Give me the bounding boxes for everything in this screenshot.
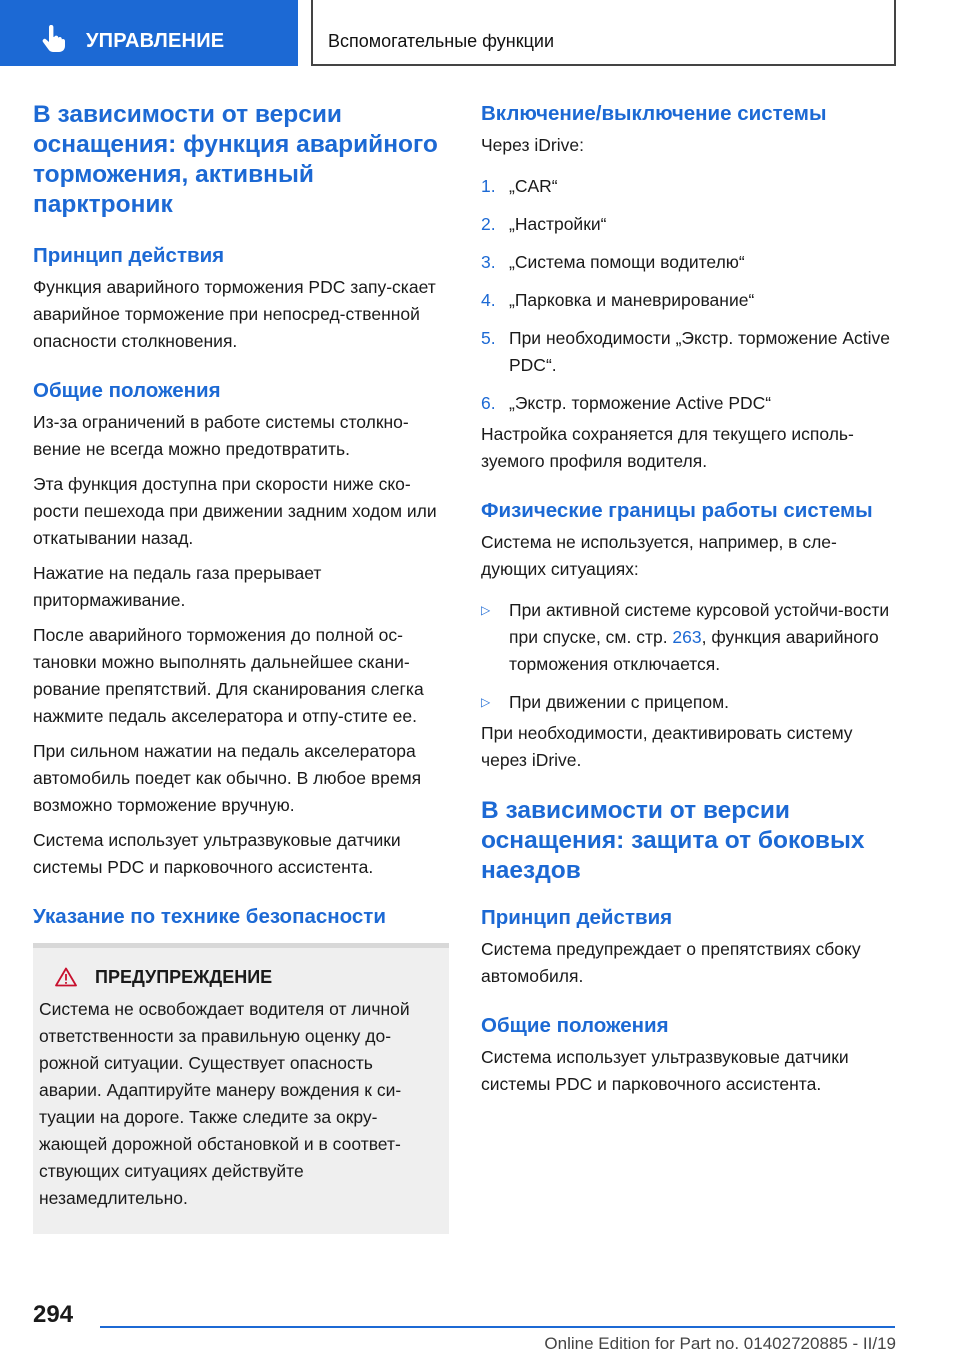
footer-rule <box>100 1326 895 1328</box>
warning-title: ПРЕДУПРЕЖДЕНИЕ <box>95 967 273 987</box>
triangle-bullet-icon: ▷ <box>481 603 491 617</box>
step-number: 5. <box>481 328 496 348</box>
step-item <box>481 287 901 314</box>
subsection-title: Вспомогательные функции <box>328 31 555 51</box>
warning-triangle-icon <box>55 967 77 987</box>
principle-text: Система предупреждает о препятствиях сбоку автомобиля. <box>481 939 861 986</box>
step-number: 3. <box>481 252 496 272</box>
page-reference-link[interactable]: 263 <box>672 627 702 647</box>
step-text: При необходимости „Экстр. торможение Active PDC“. <box>509 328 891 375</box>
step-number: 6. <box>481 393 496 413</box>
step-number: 4. <box>481 290 496 310</box>
step-item <box>481 211 901 238</box>
principle-heading: Принцип действия <box>33 244 225 267</box>
triangle-bullet-icon: ▷ <box>481 695 491 709</box>
general-heading: Общие положения <box>33 379 221 402</box>
step-item <box>481 173 901 200</box>
limits-note: При необходимости, деактивировать систему через iDrive. <box>481 723 853 770</box>
warning-box <box>33 948 449 1234</box>
edition-info: Online Edition for Part no. 01402720885 - II/19 <box>544 1334 896 1353</box>
limit-bullet <box>481 689 901 716</box>
limits-heading: Физические границы работы системы <box>481 499 873 522</box>
right-column <box>481 100 901 1106</box>
step-item <box>481 390 901 417</box>
limit-bullet-text: При активной системе курсовой устойчи-вости при спуске, см. стр. 263, функция аварийного торможения отключается. <box>509 600 890 674</box>
subsection-header <box>311 0 896 66</box>
article-title-side-protection: В зависимости от версии оснащения: защита от боковых наездов <box>481 797 865 884</box>
general-text: Система использует ультразвуковые датчики системы PDC и парковочного ассистента. <box>481 1047 849 1094</box>
general-paragraph: Из-за ограничений в работе системы столкно-вение не всегда можно предотвратить. <box>33 412 409 459</box>
principle-heading: Принцип действия <box>481 906 673 929</box>
article-title-emergency-braking: В зависимости от версии оснащения: функция аварийного торможения, активный парктроник <box>33 101 438 218</box>
pointing-hand-icon <box>40 25 66 53</box>
step-text: „CAR“ <box>509 176 558 196</box>
general-paragraph: Эта функция доступна при скорости ниже ско-рости пешехода при движении задним ходом или откатывании назад. <box>33 474 437 548</box>
step-text: „Система помощи водителю“ <box>509 252 745 272</box>
general-paragraph: После аварийного торможения до полной ос-тановки можно выполнять дальнейшее скани-рование препятствий. Для сканирования слегка нажмите педаль акселератора и отпу-стите ее. <box>33 625 424 726</box>
left-column <box>33 100 449 1234</box>
step-item <box>481 325 901 379</box>
step-number: 2. <box>481 214 496 234</box>
onoff-note: Настройка сохраняется для текущего исполь-зуемого профиля водителя. <box>481 424 854 471</box>
general-paragraph: При сильном нажатии на педаль акселератора автомобиль поедет как обычно. В любое время возможно торможение вручную. <box>33 741 422 815</box>
section-title: УПРАВЛЕНИЕ <box>86 30 225 52</box>
step-text: „Экстр. торможение Active PDC“ <box>509 393 772 413</box>
general-heading: Общие положения <box>481 1014 669 1037</box>
step-text: „Парковка и маневрирование“ <box>509 290 755 310</box>
limit-bullet <box>481 597 901 678</box>
safety-heading: Указание по технике безопасности <box>33 905 386 928</box>
limits-intro: Система не используется, например, в сле-дующих ситуациях: <box>481 532 837 579</box>
warning-text: Система не освобождает водителя от личной ответственности за правильную оценку до-рожной ситуации. Существует опасность аварии. Адаптируйте манеру вождения к си-туации на дороге. Также следите за окру-жающей дорожной обстановкой и в соответ-ствующих ситуациях действуйте незамедлительно. <box>39 999 410 1208</box>
section-tab <box>0 0 298 66</box>
limit-bullet-text: При движении с прицепом. <box>509 692 730 712</box>
general-paragraph: Система использует ультразвуковые датчики системы PDC и парковочного ассистента. <box>33 830 401 877</box>
principle-text: Функция аварийного торможения PDC запу-скает аварийное торможение при непосред-ственной опасности столкновения. <box>33 277 436 351</box>
step-number: 1. <box>481 176 496 196</box>
onoff-intro: Через iDrive: <box>481 135 584 155</box>
warning-header <box>39 964 439 990</box>
step-item <box>481 249 901 276</box>
general-paragraph: Нажатие на педаль газа прерывает притормаживание. <box>33 563 322 610</box>
onoff-heading: Включение/выключение системы <box>481 102 827 125</box>
step-text: „Настройки“ <box>509 214 607 234</box>
page-number: 294 <box>33 1301 74 1328</box>
